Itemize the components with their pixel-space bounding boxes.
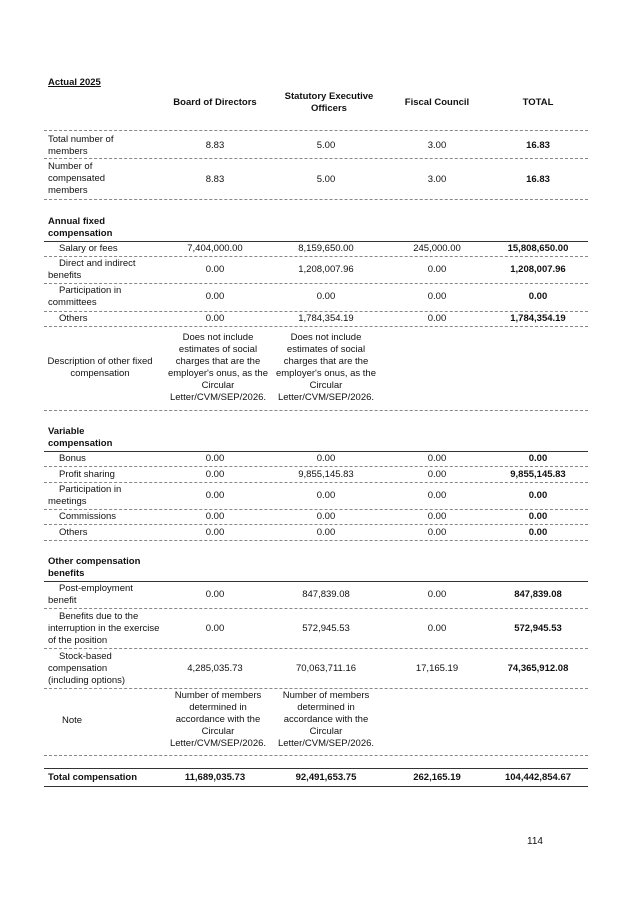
cell-description-board: Does not include estimates of social charges that are the employer's onus, as the Circular Letter/CVM/SEP/2026. [167,332,269,403]
cell-note-officers: Number of members determined in accordance with the Circular Letter/CVM/SEP/2026. [277,690,375,749]
cell: 0.00 [205,469,225,480]
divider [44,241,588,242]
row-label-interruption: Benefits due to the interruption in the exercise of the position [48,611,160,646]
cell: 0.00 [427,453,447,464]
cell: 0.00 [427,291,447,302]
cell: 0.00 [427,623,447,634]
cell: 0.00 [205,511,225,522]
row-label-compensated-members: Number of compensated members [48,161,106,196]
cell: 3.00 [427,174,447,185]
divider [44,608,588,609]
cell: 0.00 [528,453,548,464]
cell: 8,159,650.00 [298,243,354,254]
cell: 11,689,035.73 [184,772,246,783]
cell: 8.83 [205,140,225,151]
cell: 1,208,007.96 [510,264,566,275]
cell: 0.00 [205,453,225,464]
cell: 847,839.08 [514,589,562,600]
cell: 0.00 [316,291,336,302]
divider [44,688,588,689]
cell: 0.00 [427,313,447,324]
section-heading-fixed: Annual fixed compensation [48,216,113,239]
divider [44,786,588,787]
cell: 0.00 [528,490,548,501]
cell: 0.00 [205,313,225,324]
divider [44,755,588,756]
divider [44,283,588,284]
divider [44,326,588,327]
divider [44,410,588,411]
row-label-committees: Participation in committees [48,285,122,308]
cell: 1,784,354.19 [298,313,354,324]
cell: 0.00 [316,453,336,464]
cell: 262,165.19 [413,772,461,783]
cell: 0.00 [205,527,225,538]
cell: 0.00 [205,490,225,501]
cell: 0.00 [427,511,447,522]
cell: 74,365,912.08 [507,663,569,674]
row-label-commissions: Commissions [59,511,117,522]
table-title: Actual 2025 [48,77,101,88]
cell: 3.00 [427,140,447,151]
cell: 847,839.08 [302,589,350,600]
section-heading-other: Other compensation benefits [48,556,141,579]
cell: 0.00 [316,527,336,538]
cell: 1,208,007.96 [298,264,354,275]
row-label-description: Description of other fixed compensation [47,356,153,379]
cell: 5.00 [316,174,336,185]
cell: 0.00 [427,490,447,501]
cell: 17,165.19 [415,663,459,674]
row-label-benefits: Direct and indirect benefits [48,258,136,281]
cell: 0.00 [528,527,548,538]
cell: 104,442,854.67 [504,772,572,783]
cell: 9,855,145.83 [510,469,566,480]
col-header-officers: Statutory Executive Officers [284,91,374,114]
divider [44,509,588,510]
col-header-total: TOTAL [522,97,554,108]
divider [44,311,588,312]
cell: 0.00 [528,291,548,302]
cell: 7,404,000.00 [187,243,243,254]
divider [44,524,588,525]
row-label-post-employment: Post-employment benefit [48,583,133,606]
cell-note-board: Number of members determined in accordance with the Circular Letter/CVM/SEP/2026. [169,690,267,749]
divider [44,256,588,257]
cell: 0.00 [316,511,336,522]
row-label-profit-sharing: Profit sharing [59,469,115,480]
cell: 0.00 [528,511,548,522]
divider [44,158,588,159]
divider [44,451,588,452]
cell: 572,945.53 [302,623,350,634]
section-heading-variable: Variable compensation [48,426,113,449]
row-label-total-compensation: Total compensation [48,772,138,783]
row-label-others-fixed: Others [59,313,88,324]
cell: 0.00 [205,291,225,302]
row-label-total-members: Total number of members [48,134,114,157]
cell: 1,784,354.19 [510,313,566,324]
row-label-stock-based: Stock-based compensation (including options) [48,651,126,686]
divider [44,768,588,769]
cell: 0.00 [427,264,447,275]
cell: 0.00 [205,589,225,600]
row-label-others-variable: Others [59,527,88,538]
cell: 572,945.53 [514,623,562,634]
cell: 0.00 [205,264,225,275]
cell: 92,491,653.75 [295,772,357,783]
row-label-meetings: Participation in meetings [48,484,122,507]
col-header-board: Board of Directors [173,97,257,108]
cell: 8.83 [205,174,225,185]
divider [44,199,588,200]
divider [44,648,588,649]
cell: 9,855,145.83 [298,469,354,480]
divider [44,581,588,582]
row-label-note: Note [61,715,83,726]
cell: 245,000.00 [413,243,461,254]
cell: 5.00 [316,140,336,151]
divider [44,466,588,467]
cell: 0.00 [427,469,447,480]
cell: 15,808,650.00 [507,243,569,254]
row-label-salary: Salary or fees [59,243,118,254]
row-label-bonus: Bonus [59,453,86,464]
cell: 0.00 [205,623,225,634]
cell-description-officers: Does not include estimates of social charges that are the employer's onus, as the Circular Letter/CVM/SEP/2026. [275,332,377,403]
divider [44,130,588,131]
divider [44,540,588,541]
cell: 4,285,035.73 [187,663,243,674]
cell: 0.00 [427,589,447,600]
cell: 16.83 [526,140,550,151]
cell: 16.83 [526,174,550,185]
col-header-fiscal: Fiscal Council [404,97,470,108]
page-number: 114 [527,836,543,847]
cell: 0.00 [427,527,447,538]
cell: 70,063,711.16 [295,663,357,674]
cell: 0.00 [316,490,336,501]
divider [44,482,588,483]
